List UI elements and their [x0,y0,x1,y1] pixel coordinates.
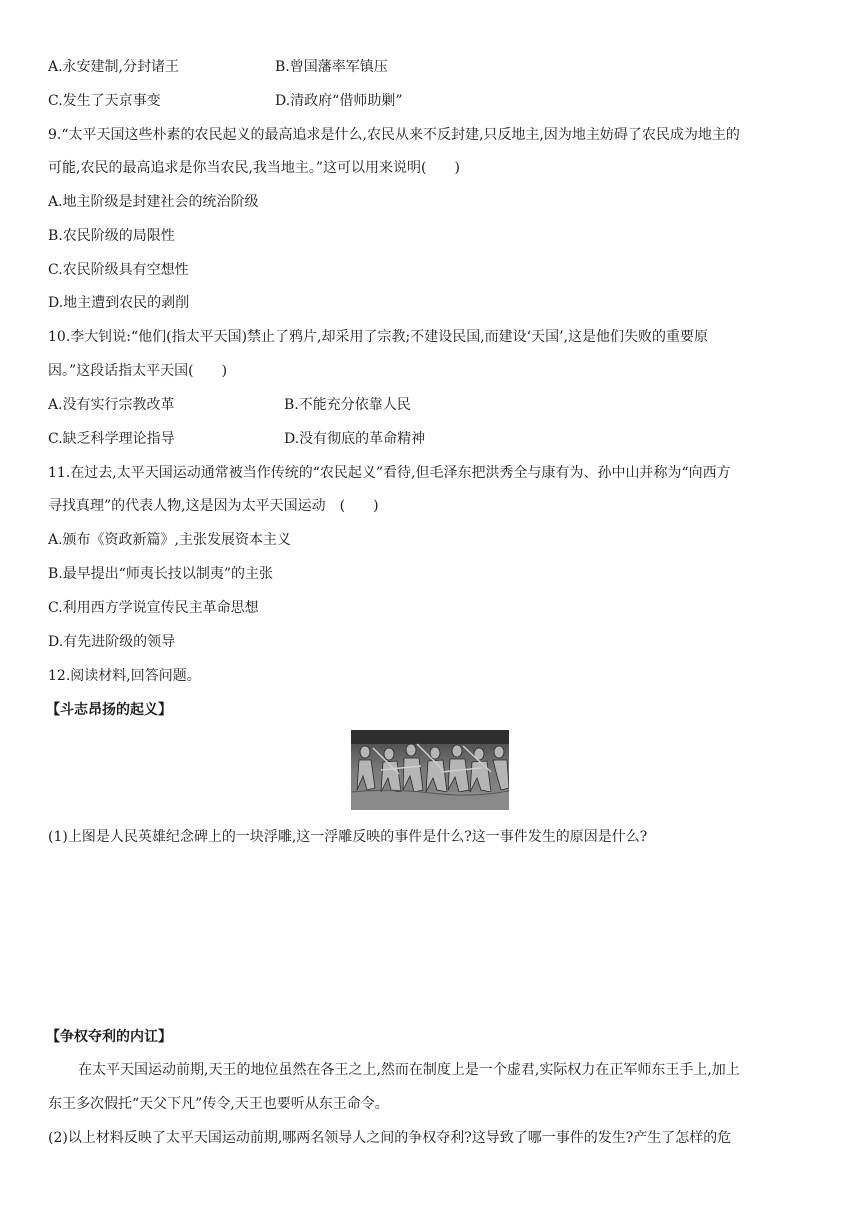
q10-option-c: C.缺乏科学理论指导 [48,431,175,447]
q10-stem-line2: 因。”这段话指太平天国( ) [48,363,228,379]
q11-option-a: A.颁布《资政新篇》,主张发展资本主义 [48,532,292,548]
q11-option-d: D.有先进阶级的领导 [48,634,176,650]
q9-stem-line1: 9.“太平天国这些朴素的农民起义的最高追求是什么,农民从来不反封建,只反地主,因为地主妨碍了农民成为地主的 [48,127,740,143]
q9-stem-line2: 可能,农民的最高追求是你当农民,我当地主。”这可以用来说明( ) [48,160,460,176]
section-title-uprising: 【斗志昂扬的起义】 [46,702,172,718]
q9-option-b: B.农民阶级的局限性 [48,228,175,244]
q12-sub2: (2)以上材料反映了太平天国运动前期,哪两名领导人之间的争权夺利?这导致了哪一事件的发生?产生了怎样的危 [48,1130,732,1146]
q11-option-c: C.利用西方学说宣传民主革命思想 [48,600,259,616]
q11-stem-line1: 11.在过去,太平天国运动通常被当作传统的“农民起义”看待,但毛泽东把洪秀全与康有为、孙中山并称为“向西方 [48,465,731,481]
q8-option-a: A.永安建制,分封诸王 [48,59,180,75]
q8-option-c: C.发生了天京事变 [48,93,161,109]
material-line2: 东王多次假托“天父下凡”传令,天王也要听从东王命令。 [48,1096,389,1112]
q10-stem-line1: 10.李大钊说:“他们(指太平天国)禁止了鸦片,却采用了宗教;不建设民国,而建设‘天国’,这是他们失败的重要原 [48,329,709,345]
q9-option-d: D.地主遭到农民的剥削 [48,295,190,311]
q10-option-d: D.没有彻底的革命精神 [284,431,426,447]
q10-option-b: B.不能充分依靠人民 [284,397,411,413]
q9-option-c: C.农民阶级具有空想性 [48,262,189,278]
q9-option-a: A.地主阶级是封建社会的统治阶级 [48,194,259,210]
monument-relief-image [351,730,509,810]
q11-option-b: B.最早提出“师夷长技以制夷”的主张 [48,566,274,582]
q8-option-b: B.曾国藩率军镇压 [275,59,388,75]
q12-stem: 12.阅读材料,回答问题。 [48,668,201,684]
q10-option-a: A.没有实行宗教改革 [48,397,175,413]
section-title-internal-strife: 【争权夺利的内讧】 [46,1029,172,1045]
q11-stem-line2: 寻找真理”的代表人物,这是因为太平天国运动 ( ) [48,498,379,514]
material-line1: 在太平天国运动前期,天王的地位虽然在各王之上,然而在制度上是一个虚君,实际权力在正军师东王手上,加上 [78,1062,740,1078]
q12-sub1: (1)上图是人民英雄纪念碑上的一块浮雕,这一浮雕反映的事件是什么?这一事件发生的原因是什么? [48,829,648,845]
q8-option-d: D.清政府“借师助剿” [275,93,403,109]
